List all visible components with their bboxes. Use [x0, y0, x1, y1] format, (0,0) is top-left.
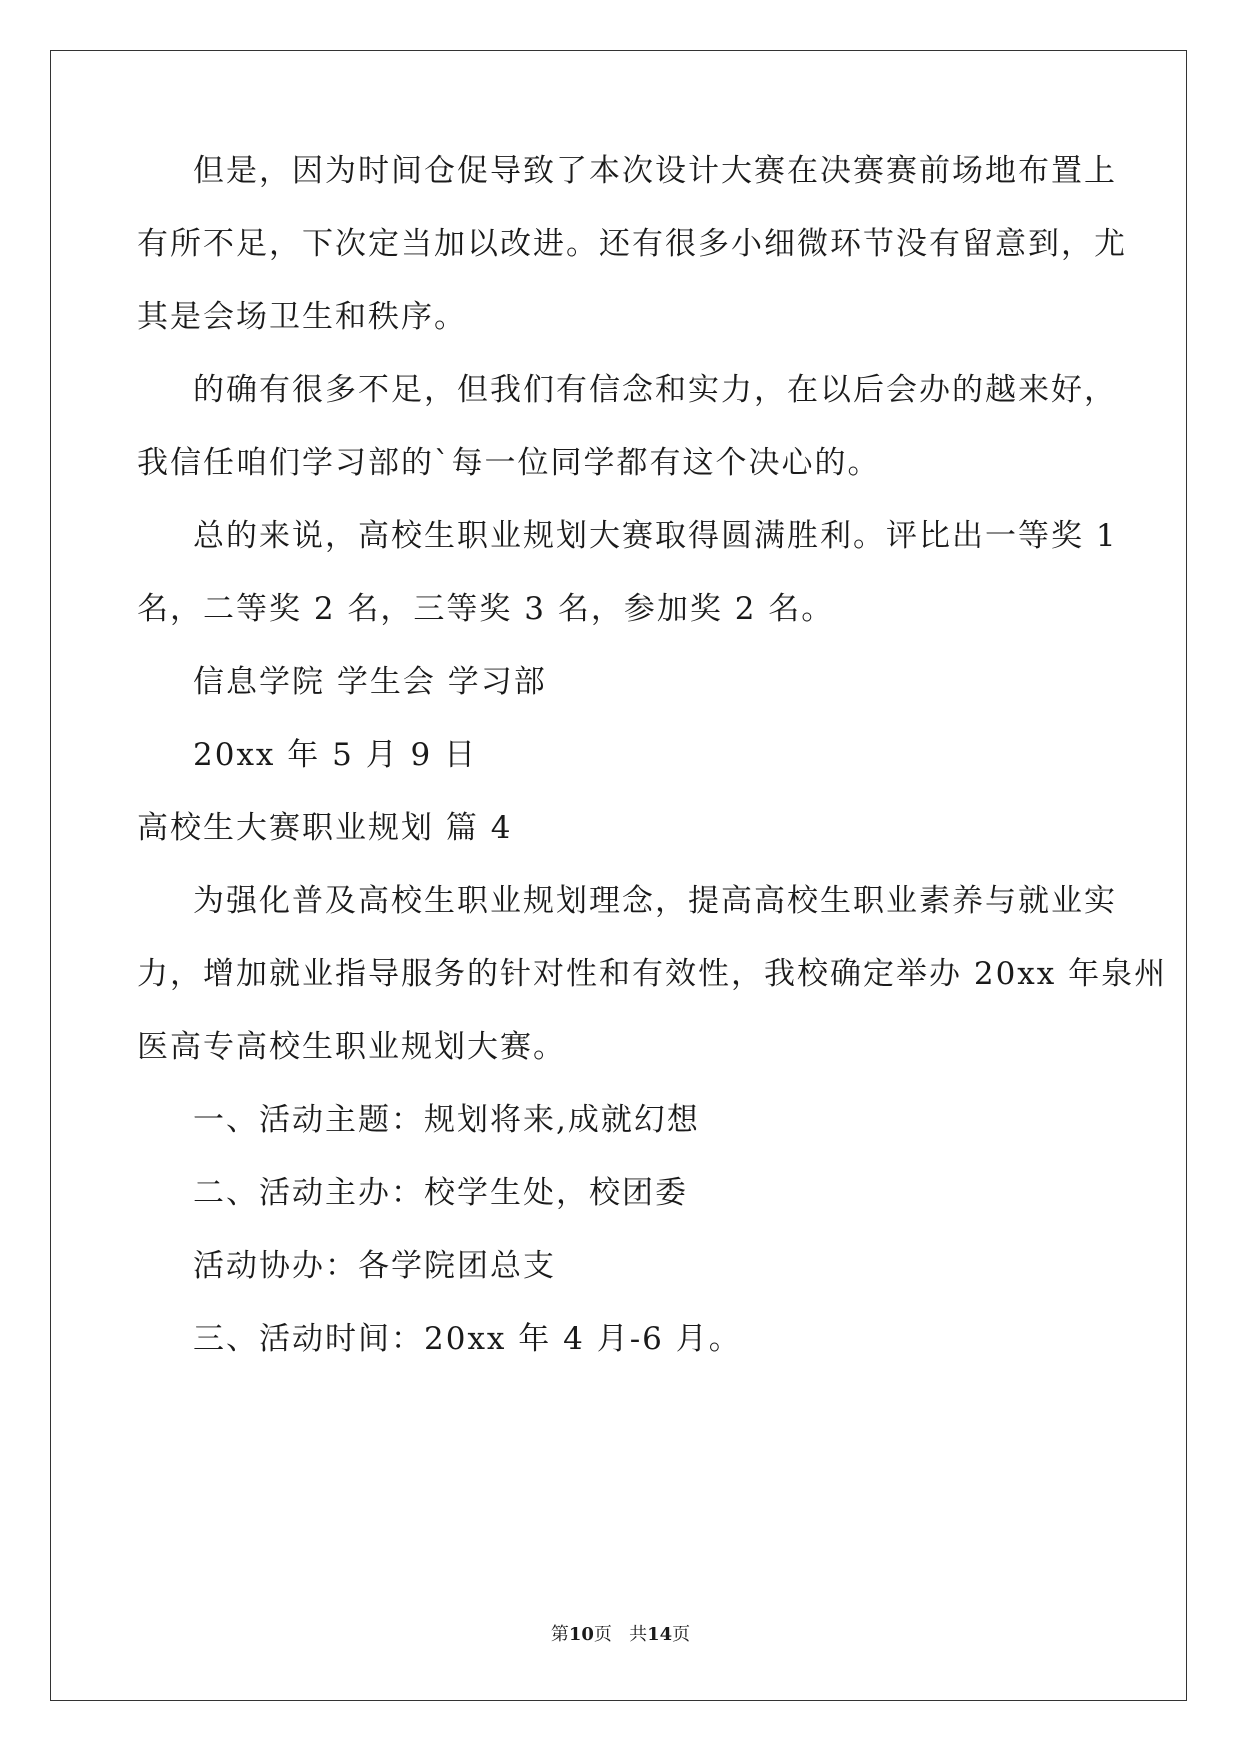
text-line: 但是，因为时间仓促导致了本次设计大赛在决赛赛前场地布置上 [193, 153, 1117, 189]
page-footer [0, 1623, 1241, 1647]
text-line: 三、活动时间：20xx 年 4 月-6 月。 [193, 1321, 742, 1357]
text-line: 活动协办：各学院团总支 [193, 1248, 556, 1284]
text-line: 总的来说，高校生职业规划大赛取得圆满胜利。评比出一等奖 1 [193, 518, 1118, 554]
text-line: 20xx 年 5 月 9 日 [193, 737, 478, 773]
text-line: 有所不足，下次定当加以改进。还有很多小细微环节没有留意到，尤 [137, 226, 1127, 262]
footer-mid: 页 共 [593, 1624, 648, 1645]
text-line: 其是会场卫生和秩序。 [137, 299, 467, 335]
footer-suffix: 页 [672, 1624, 691, 1645]
text-line: 信息学院 学生会 学习部 [193, 664, 547, 700]
footer-page-number: 10 [568, 1624, 594, 1645]
section-heading: 高校生大赛职业规划 篇 4 [137, 810, 513, 846]
text-line: 名，二等奖 2 名，三等奖 3 名，参加奖 2 名。 [137, 591, 835, 627]
text-line: 我信任咱们学习部的`每一位同学都有这个决心的。 [137, 445, 881, 481]
text-line: 力，增加就业指导服务的针对性和有效性，我校确定举办 20xx 年泉州 [137, 956, 1168, 992]
footer-total-pages: 14 [647, 1624, 673, 1645]
footer-prefix: 第 [550, 1624, 569, 1645]
text-line: 医高专高校生职业规划大赛。 [137, 1029, 566, 1065]
text-line: 二、活动主办：校学生处，校团委 [193, 1175, 688, 1211]
text-line: 为强化普及高校生职业规划理念，提高高校生职业素养与就业实 [193, 883, 1117, 919]
text-line: 的确有很多不足，但我们有信念和实力，在以后会办的越来好， [193, 372, 1117, 408]
text-line: 一、活动主题：规划将来,成就幻想 [193, 1102, 700, 1138]
